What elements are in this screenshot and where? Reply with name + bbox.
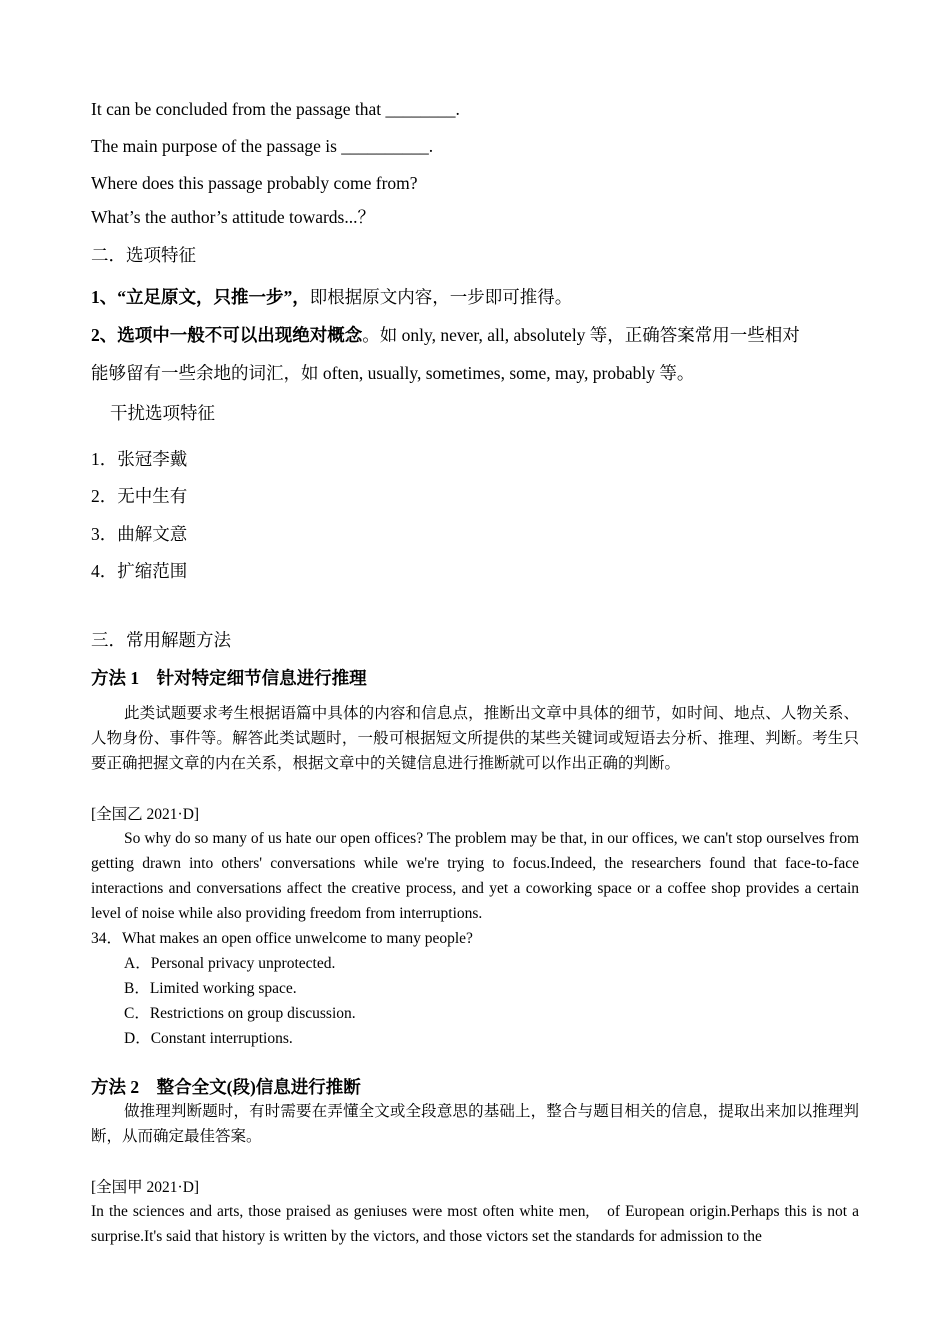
distractor-item-2: 2．无中生有 [91, 486, 188, 506]
distractor-heading: 干扰选项特征 [110, 403, 215, 423]
method-2-passage: In the sciences and arts, those praised as geniuses were most often white men, of European origin.Perhaps this is not a surprise.It's said that history is written by the victors, and those victors set the standards for admission to the [91, 1203, 859, 1245]
method-1-option-c: C．Restrictions on group discussion. [124, 1005, 356, 1022]
distractor-item-3: 3．曲解文意 [91, 524, 188, 544]
method-1-option-b: B．Limited working space. [124, 980, 297, 997]
question-stem-4: What’s the author’s attitude towards...？ [91, 207, 375, 227]
question-stem-2: The main purpose of the passage is __________. [91, 136, 434, 156]
feature-item-1-text: 即根据原文内容，一步即可推得。 [309, 287, 573, 307]
feature-item-1-emphasis: 1、“立足原文，只推一步”， [91, 287, 310, 307]
feature-item-2-line2: 能够留有一些余地的词汇，如 often, usually, sometimes, some, may, probably 等。 [91, 363, 695, 383]
method-2-title: 方法 2 整合全文(段)信息进行推断 [91, 1077, 361, 1097]
distractor-item-4: 4．扩缩范围 [91, 561, 188, 581]
question-stem-1: It can be concluded from the passage that ________. [91, 99, 460, 119]
method-2-description: 做推理判断题时，有时需要在弄懂全文或全段意思的基础上，整合与题目相关的信息，提取出来加以推理判断，从而确定最佳答案。 [91, 1103, 859, 1145]
section-heading-options: 二．选项特征 [91, 245, 196, 265]
feature-item-2-emphasis: 2、选项中一般不可以出现绝对概念 [91, 325, 363, 345]
method-1-title: 方法 1 针对特定细节信息进行推理 [91, 668, 367, 688]
method-1-description: 此类试题要求考生根据语篇中具体的内容和信息点，推断出文章中具体的细节，如时间、地点、人物关系、人物身份、事件等。解答此类试题时，一般可根据短文所提供的某些关键词或短语去分析、推理、判断。考生只要正确把握文章的内在关系，根据文章中的关键信息进行推断就可以作出正确的判断。 [91, 705, 859, 772]
method-2-source: [全国甲 2021·D] [91, 1179, 200, 1196]
distractor-item-1: 1．张冠李戴 [91, 449, 188, 469]
method-1-option-d: D．Constant interruptions. [124, 1030, 293, 1047]
section-heading-methods: 三．常用解题方法 [91, 630, 231, 650]
method-1-option-a: A．Personal privacy unprotected. [124, 955, 336, 972]
feature-item-1 [91, 284, 572, 309]
method-1-source: [全国乙 2021·D] [91, 806, 200, 823]
feature-item-2-line1 [91, 322, 800, 347]
question-stem-3: Where does this passage probably come from? [91, 173, 418, 193]
method-1-passage: So why do so many of us hate our open offices? The problem may be that, in our offices, we can't stop ourselves from getting drawn into others' conversations while we're trying to focus.Indeed, the researchers found that face-to-face interactions and conversations affect the creative process, and yet a coworking space or a coffee shop provides a certain level of noise while also providing freedom from interruptions. [91, 830, 859, 922]
feature-item-2-text: 。如 only, never, all, absolutely 等，正确答案常用一些相对 [362, 325, 800, 345]
method-1-question: 34．What makes an open office unwelcome to many people? [91, 930, 473, 947]
